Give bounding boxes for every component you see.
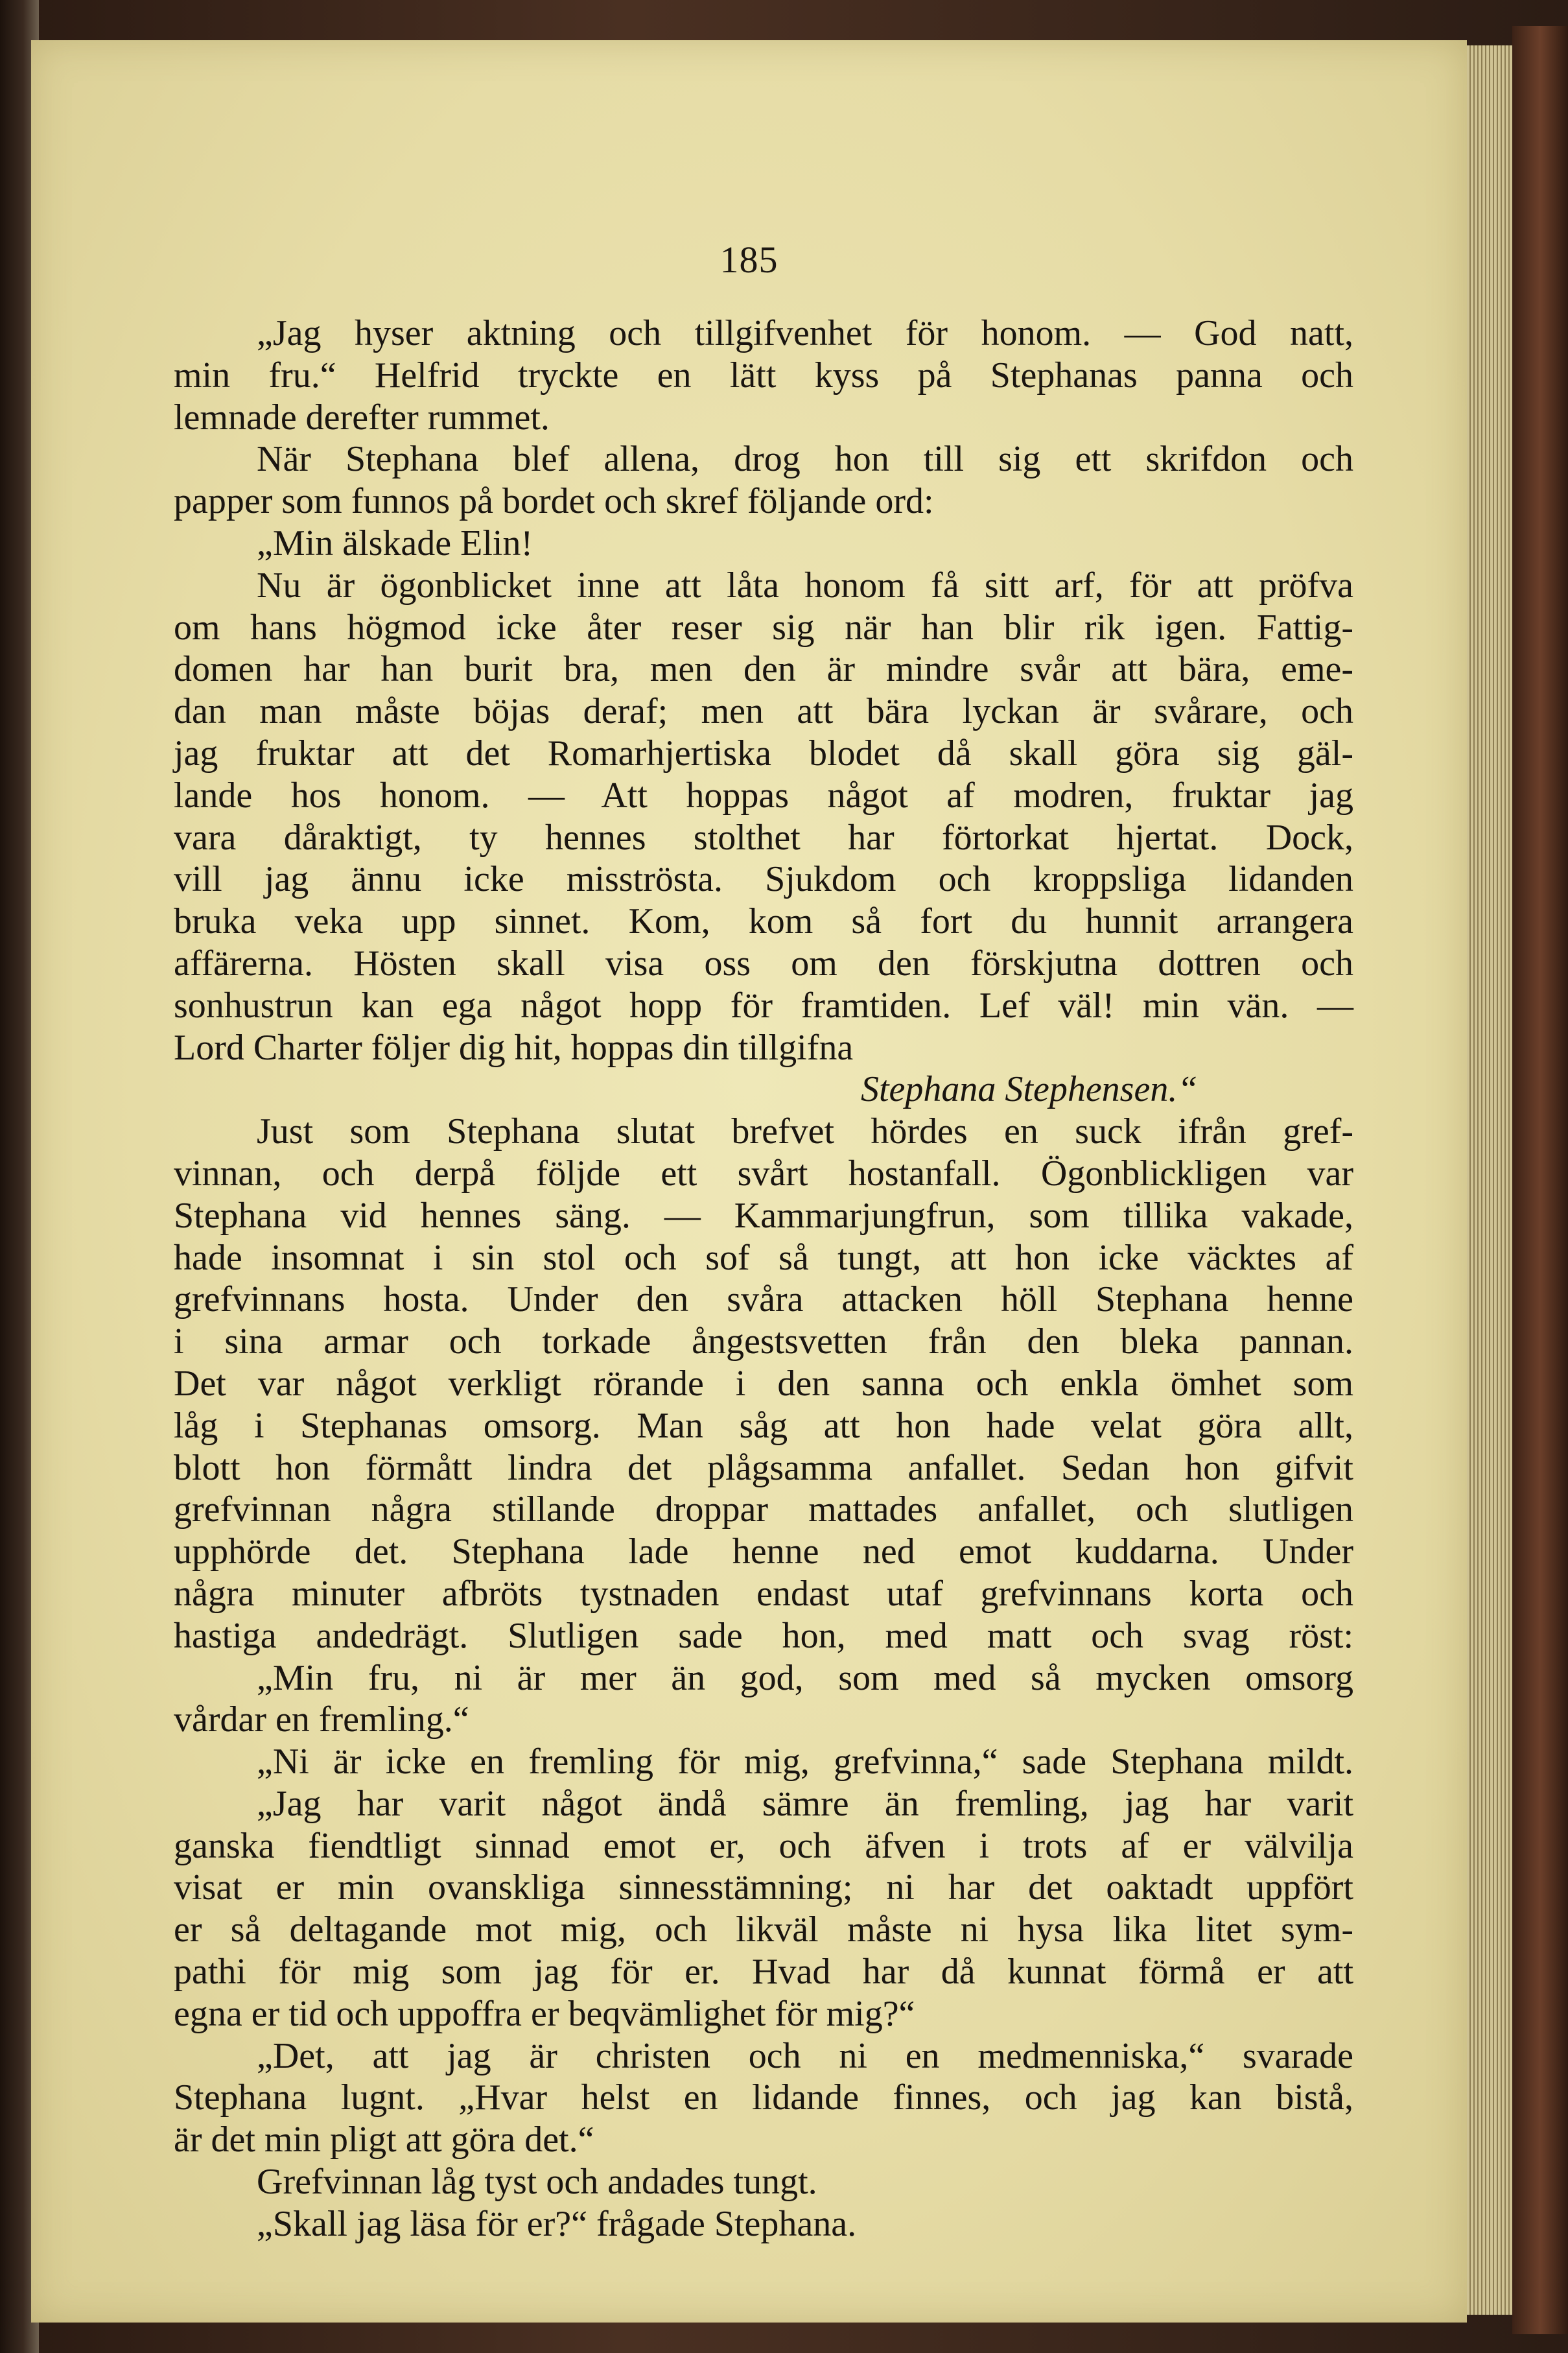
text-line: låg i Stephanas omsorg. Man såg att hon hade velat göra allt, — [174, 1405, 1353, 1446]
text-line: sonhustrun kan ega något hopp för framtiden. Lef väl! min vän. — — [174, 985, 1353, 1026]
text-line: Grefvinnan låg tyst och andades tungt. — [257, 2162, 817, 2203]
text-line: „Skall jag läsa för er?“ frågade Stephana. — [257, 2203, 857, 2244]
text-line: Stephana vid hennes säng. — Kammarjungfrun, som tillika vakade, — [174, 1195, 1353, 1236]
text-line: Stephana lugnt. „Hvar helst en lidande finnes, och jag kan bistå, — [174, 2077, 1353, 2118]
text-line: grefvinnan några stillande droppar mattades anfallet, och slutligen — [174, 1489, 1353, 1530]
text-line: om hans högmod icke åter reser sig när han blir rik igen. Fattig- — [174, 607, 1353, 648]
body-text — [174, 313, 1353, 2245]
text-line: lande hos honom. — Att hoppas något af modren, fruktar jag — [174, 775, 1353, 816]
text-line: vara dåraktigt, ty hennes stolthet har förtorkat hjertat. Dock, — [174, 817, 1353, 858]
text-line: blott hon förmått lindra det plågsamma anfallet. Sedan hon gifvit — [174, 1447, 1353, 1488]
text-line: min fru.“ Helfrid tryckte en lätt kyss på Stephanas panna och — [174, 355, 1353, 396]
book-page — [31, 40, 1467, 2323]
text-line: När Stephana blef allena, drog hon till sig ett skrifdon och — [257, 439, 1353, 480]
text-line: vårdar en fremling.“ — [174, 1699, 469, 1740]
text-line: hade insomnat i sin stol och sof så tungt, att hon icke väcktes af — [174, 1237, 1353, 1278]
text-line: pathi för mig som jag för er. Hvad har då kunnat förmå er att — [174, 1952, 1353, 1992]
text-line: ganska fiendtligt sinnad emot er, och äfven i trots af er välvilja — [174, 1825, 1353, 1866]
text-line: Nu är ögonblicket inne att låta honom få sitt arf, för att pröfva — [257, 565, 1353, 606]
book-cover-edge — [1512, 26, 1568, 2334]
page-number: 185 — [720, 239, 778, 281]
text-line: är det min pligt att göra det.“ — [174, 2120, 594, 2160]
text-line: grefvinnans hosta. Under den svåra attacken höll Stephana henne — [174, 1279, 1353, 1320]
text-line: Det var något verkligt rörande i den sanna och enkla ömhet som — [174, 1363, 1353, 1404]
signature-line: Stephana Stephensen.“ — [861, 1069, 1198, 1110]
text-line: er så deltagande mot mig, och likväl måste ni hysa lika litet sym- — [174, 1910, 1353, 1950]
text-line: „Ni är icke en fremling för mig, grefvinna,“ sade Stephana mildt. — [257, 1742, 1353, 1782]
text-line: affärerna. Hösten skall visa oss om den förskjutna dottren och — [174, 943, 1353, 984]
text-line: „Min älskade Elin! — [257, 523, 533, 563]
text-line: „Det, att jag är christen och ni en medmenniska,“ svarade — [257, 2035, 1353, 2076]
text-line: „Min fru, ni är mer än god, som med så mycken omsorg — [257, 1657, 1353, 1698]
text-line: hastiga andedrägt. Slutligen sade hon, med matt och svag röst: — [174, 1615, 1353, 1656]
text-line: jag fruktar att det Romarhjertiska blodet då skall göra sig gäl- — [174, 733, 1353, 774]
text-line: lemnade derefter rummet. — [174, 397, 550, 438]
text-line: papper som funnos på bordet och skref följande ord: — [174, 481, 934, 522]
text-line: Lord Charter följer dig hit, hoppas din tillgifna — [174, 1027, 854, 1068]
text-line: i sina armar och torkade ångestsvetten från den bleka pannan. — [174, 1321, 1353, 1362]
text-line: dan man måste böjas deraf; men att bära lyckan är svårare, och — [174, 691, 1353, 732]
text-line: „Jag har varit något ändå sämre än fremling, jag har varit — [257, 1783, 1353, 1824]
text-line: Just som Stephana slutat brefvet hördes en suck ifrån gref- — [257, 1111, 1353, 1152]
text-line: bruka veka upp sinnet. Kom, kom så fort du hunnit arrangera — [174, 901, 1353, 942]
text-line: egna er tid och uppoffra er beqvämlighet för mig?“ — [174, 1993, 915, 2034]
text-line: „Jag hyser aktning och tillgifvenhet för honom. — God natt, — [257, 313, 1353, 353]
text-line: några minuter afbröts tystnaden endast utaf grefvinnans korta och — [174, 1573, 1353, 1614]
text-line: domen har han burit bra, men den är mindre svår att bära, eme- — [174, 649, 1353, 690]
text-line: vinnan, och derpå följde ett svårt hostanfall. Ögonblickligen var — [174, 1153, 1353, 1194]
page-stack-edge — [1467, 45, 1512, 2315]
text-line: visat er min ovanskliga sinnesstämning; ni har det oaktadt uppfört — [174, 1867, 1353, 1908]
text-line: vill jag ännu icke misströsta. Sjukdom och kroppsliga lidanden — [174, 859, 1353, 900]
text-line: upphörde det. Stephana lade henne ned emot kuddarna. Under — [174, 1531, 1353, 1572]
